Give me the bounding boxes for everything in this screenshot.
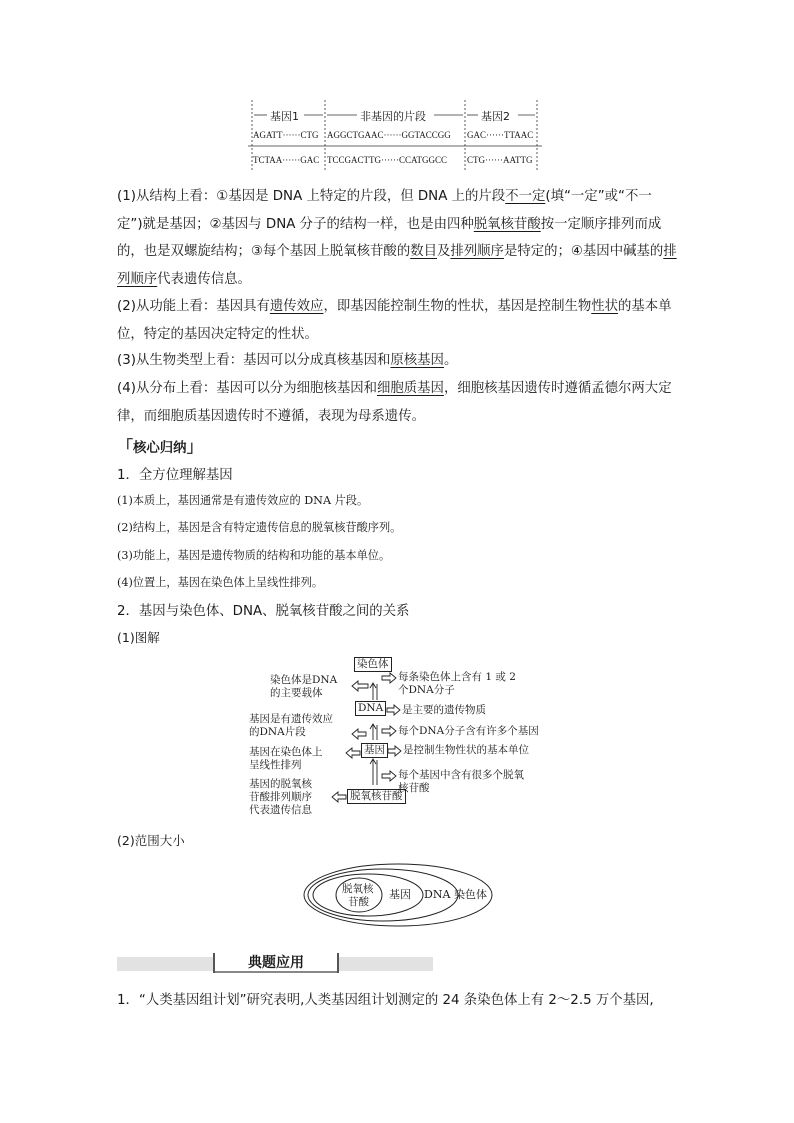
left-chromosome-line1: 染色体是DNA [270, 674, 338, 686]
bottom-seq-2: TCCGACTTG······CCATGGCC [327, 155, 447, 165]
left-nucleotide-line2: 苷酸排列顺序 [249, 791, 312, 803]
scope-dna: DNA [424, 888, 451, 901]
node-nucleotide: 脱氧核苷酸 [347, 789, 406, 804]
core-title: 核心归纳 [133, 441, 187, 456]
p1-text: 是特定的；④基因中碱基的 [503, 244, 664, 259]
p4-answer-1: 细胞质基因 [377, 381, 444, 396]
sub-heading-scope: (2)范围大小 [117, 833, 185, 848]
p2-text: ，即基因能控制生物的性状，基因是控制生物 [323, 299, 592, 314]
scope-gene: 基因 [389, 888, 411, 901]
bottom-seq-1: TCTAA······GAC [253, 155, 320, 165]
right-dna: 是主要的遗传物质 [402, 704, 486, 716]
paragraph-structure [117, 183, 677, 293]
label-gene1: 基因1 [270, 110, 299, 123]
p2-answer-1: 遗传效应 [269, 299, 324, 314]
scope-chromosome: 染色体 [454, 888, 487, 901]
p1-answer-4: 排列顺序 [450, 244, 504, 259]
left-chromosome-line2: 的主要载体 [270, 687, 323, 699]
left-gene-line1: 基因在染色体上 [249, 746, 323, 758]
p1-text: (1)从结构上看：①基因是 DNA 上特定的片段，但 DNA 上的片段 [117, 189, 506, 204]
left-dna-line1: 基因是有遗传效应 [249, 713, 333, 725]
p3-answer-1: 原核基因 [390, 353, 444, 368]
right-gene-nucleotide-line1: 每个基因中含有很多个脱氧 [398, 769, 524, 781]
item-2: (2)结构上，基因是含有特定遗传信息的脱氧核苷酸序列。 [117, 521, 402, 534]
paragraph-distribution [117, 375, 677, 430]
left-nucleotide-line1: 基因的脱氧核 [249, 778, 312, 790]
label-noncoding: 非基因的片段 [360, 110, 426, 123]
banner-title: 典题应用 [213, 953, 339, 973]
node-gene: 基因 [361, 743, 388, 758]
p3-text: (3)从生物类型上看：基因可以分成真核基因和 [117, 353, 391, 368]
scope-nucleotide-line1: 脱氧核 [342, 883, 374, 895]
item-1: (1)本质上，基因通常是有遗传效应的 DNA 片段。 [117, 494, 369, 507]
right-chromosome-line2: 个DNA分子 [398, 684, 455, 696]
item-4: (4)位置上，基因在染色体上呈线性排列。 [117, 576, 324, 589]
p2-text: 的基本单位，特定的基因决定特定的性状。 [117, 299, 672, 342]
p1-answer-1: 不一定 [505, 189, 546, 204]
node-dna: DNA [355, 701, 386, 716]
p4-text: (4)从分布上看：基因可以分为细胞核基因和 [117, 381, 377, 396]
left-nucleotide-line3: 代表遗传信息 [249, 804, 312, 816]
heading-understand-gene: 1．全方位理解基因 [117, 468, 233, 483]
p1-answer-5: 排列顺序 [117, 244, 677, 287]
item-3: (3)功能上，基因是遗传物质的结构和功能的基本单位。 [117, 549, 391, 562]
sub-heading-diagram: (1)图解 [117, 630, 160, 645]
p1-answer-3: 数目 [410, 244, 437, 259]
node-chromosome: 染色体 [354, 657, 392, 672]
paragraph-function [117, 293, 677, 348]
relation-diagram [245, 655, 565, 820]
p4-text: ，细胞核基因遗传时遵循孟德尔两大定律，而细胞质基因遗传时不遵循，表现为母系遗传。 [117, 381, 672, 424]
right-gene-nucleotide-line2: 核苷酸 [398, 782, 430, 794]
scope-nucleotide-line2: 苷酸 [348, 896, 369, 908]
bottom-seq-3: CTG······AATTG [467, 155, 533, 165]
core-summary-heading: 「核心归纳」 [117, 437, 203, 456]
p3-text: 。 [443, 353, 458, 368]
p1-text: 及 [437, 244, 451, 259]
left-dna-line2: 的DNA片段 [249, 726, 306, 738]
right-gene: 是控制生物性状的基本单位 [403, 744, 529, 756]
label-gene2: 基因2 [481, 110, 510, 123]
paragraph-type [117, 347, 677, 375]
p1-answer-2: 脱氧核苷酸 [473, 216, 541, 232]
p2-text: (2)从功能上看：基因具有 [117, 299, 270, 314]
p1-text: (填“一定”或“不一定”)就是基因；②基因与 DNA 分子的结构一样，也是由四种 [117, 189, 652, 232]
top-seq-1: AGATT······CTG [253, 130, 319, 140]
top-seq-3: GAC······TTAAC [467, 130, 534, 140]
question-1: 1．“人类基因组计划”研究表明,人类基因组计划测定的 24 条染色体上有 2～2.5 万个基因, [117, 993, 654, 1008]
p1-text: 代表遗传信息。 [157, 271, 251, 287]
left-gene-line2: 呈线性排列 [249, 759, 302, 771]
right-chromosome-line1: 每条染色体上含有 1 或 2 [398, 671, 516, 683]
dna-sequence-figure [240, 98, 550, 173]
top-seq-2: AGGCTGAAC······GGTACCGG [327, 130, 451, 140]
right-dna-gene: 每个DNA分子含有许多个基因 [398, 725, 539, 737]
p1-text: 按一定顺序排列而成的，也是双螺旋结构；③每个基因上脱氧核苷酸的 [117, 216, 662, 259]
heading-relation: 2．基因与染色体、DNA、脱氧核苷酸之间的关系 [117, 604, 410, 619]
p2-answer-2: 性状 [591, 299, 619, 314]
scope-diagram [300, 860, 500, 930]
